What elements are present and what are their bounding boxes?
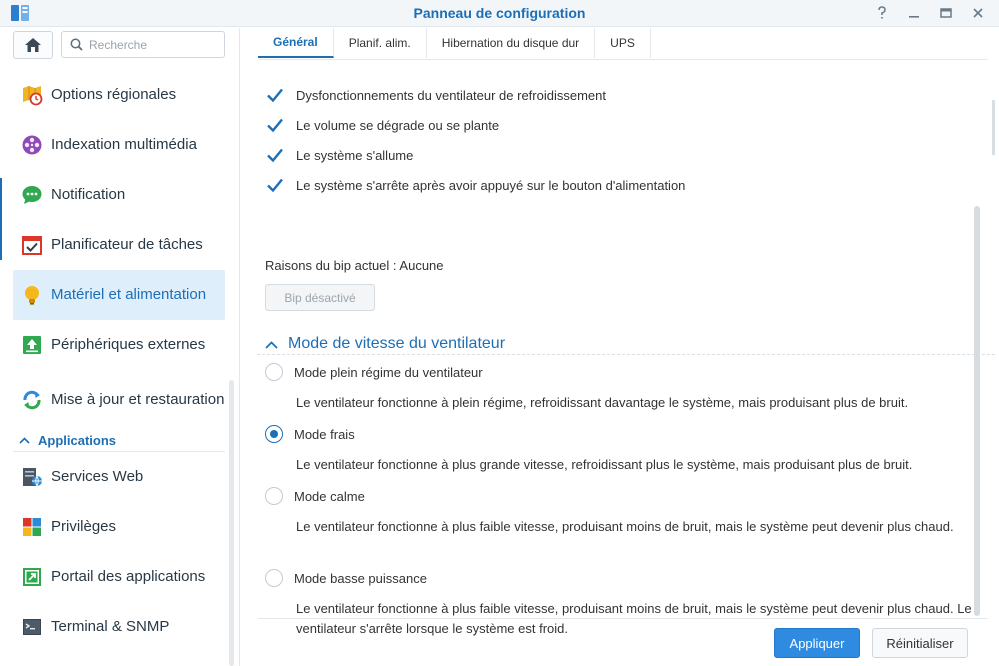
help-icon xyxy=(876,6,888,20)
home-icon xyxy=(24,37,42,53)
checkbox-checked-icon[interactable] xyxy=(265,115,285,135)
search-input[interactable] xyxy=(89,38,209,52)
fan-mode-radio-quiet[interactable] xyxy=(265,487,365,505)
checkbox-label: Le volume se dégrade ou se plante xyxy=(296,117,500,133)
checkbox-checked-icon[interactable] xyxy=(265,85,285,105)
checkbox-label: Dysfonctionnements du ventilateur de refroidissement xyxy=(296,87,606,103)
sidebar-scrollbar[interactable] xyxy=(229,380,234,666)
media-indexing-icon xyxy=(21,134,43,156)
sidebar-item-hardware-power[interactable] xyxy=(13,270,225,320)
tab-ups[interactable]: UPS xyxy=(595,28,651,58)
content-scrollbar[interactable] xyxy=(974,206,980,616)
privileges-icon xyxy=(21,516,43,538)
tab-hdd-hibernation[interactable]: Hibernation du disque dur xyxy=(427,28,595,58)
sidebar-item-label: Notification xyxy=(51,186,126,203)
chevron-up-icon xyxy=(19,435,30,447)
checkbox-label: Le système s'allume xyxy=(296,147,414,163)
beep-off-button[interactable]: Bip désactivé xyxy=(265,284,375,311)
sidebar-item-label: Planificateur de tâches xyxy=(51,236,203,253)
apply-button[interactable]: Appliquer xyxy=(774,628,860,658)
footer-divider xyxy=(258,618,988,619)
maximize-icon xyxy=(940,7,952,19)
web-services-icon xyxy=(21,466,43,488)
task-scheduler-icon xyxy=(21,234,43,256)
section-applications-label: Applications xyxy=(38,433,117,448)
radio-label: Mode calme xyxy=(294,488,365,504)
search-icon xyxy=(70,38,83,51)
notification-icon xyxy=(21,184,43,206)
home-button[interactable] xyxy=(13,31,53,59)
minimize-icon xyxy=(908,7,920,19)
title-bar xyxy=(0,0,999,27)
fan-mode-section-header[interactable] xyxy=(265,332,975,356)
beep-checkbox-row[interactable] xyxy=(265,170,985,200)
regional-options-icon xyxy=(21,84,43,106)
window-title: Panneau de configuration xyxy=(413,5,586,21)
fan-mode-radio-cool[interactable] xyxy=(265,425,355,443)
sidebar-item-app-portal[interactable] xyxy=(13,552,225,602)
sidebar-item-label: Mise à jour et restauration xyxy=(51,391,225,408)
close-icon xyxy=(972,7,984,19)
sidebar-item-label: Services Web xyxy=(51,468,144,485)
beep-checkbox-row[interactable] xyxy=(265,80,985,110)
radio-button-selected[interactable] xyxy=(265,425,283,443)
sidebar-item-label: Matériel et alimentation xyxy=(51,286,207,303)
sidebar-item-label: Privilèges xyxy=(51,518,117,535)
sidebar-item-update-restore[interactable] xyxy=(13,370,225,430)
fan-mode-description: Le ventilateur fonctionne à plus grande vitesse, refroidissant plus le système, mais produisant plus de bruit. xyxy=(296,457,913,472)
checkbox-label: Le système s'arrête après avoir appuyé sur le bouton d'alimentation xyxy=(296,177,686,193)
reset-button[interactable]: Réinitialiser xyxy=(872,628,968,658)
radio-label: Mode plein régime du ventilateur xyxy=(294,364,483,380)
tab-bar xyxy=(258,28,988,60)
hardware-power-icon xyxy=(21,284,43,306)
radio-label: Mode basse puissance xyxy=(294,570,427,586)
fan-mode-title: Mode de vitesse du ventilateur xyxy=(288,335,506,352)
maximize-button[interactable] xyxy=(937,4,955,22)
sidebar-item-label: Options régionales xyxy=(51,86,177,103)
fan-mode-description: Le ventilateur fonctionne à plus faible vitesse, produisant moins de bruit, mais le système peut devenir plus chaud. Le ventilateur s'arrête lorsque le système est froid. xyxy=(296,601,972,636)
section-applications[interactable] xyxy=(13,430,225,452)
sidebar-item-terminal-snmp[interactable] xyxy=(13,602,225,652)
sidebar-item-notification[interactable] xyxy=(13,170,225,220)
checkbox-checked-icon[interactable] xyxy=(265,175,285,195)
radio-label: Mode frais xyxy=(294,426,355,442)
beep-checkbox-row[interactable] xyxy=(265,140,985,170)
update-restore-icon xyxy=(21,389,43,411)
external-devices-icon xyxy=(21,334,43,356)
sidebar-item-label: Périphériques externes xyxy=(51,336,206,353)
section-divider xyxy=(257,354,995,355)
sidebar xyxy=(0,28,240,666)
sidebar-item-label: Portail des applications xyxy=(51,568,206,585)
radio-button[interactable] xyxy=(265,487,283,505)
sidebar-item-task-scheduler[interactable] xyxy=(13,220,225,270)
terminal-snmp-icon xyxy=(21,616,43,638)
tab-general[interactable]: Général xyxy=(258,28,334,58)
tab-power-schedule[interactable]: Planif. alim. xyxy=(334,28,427,58)
radio-button[interactable] xyxy=(265,363,283,381)
fan-mode-description: Le ventilateur fonctionne à plein régime, refroidissant davantage le système, mais produisant plus de bruit. xyxy=(296,395,909,410)
sidebar-item-privileges[interactable] xyxy=(13,502,225,552)
fan-mode-radio-full-speed[interactable] xyxy=(265,363,483,381)
help-button[interactable] xyxy=(873,4,891,22)
sidebar-item-label: Terminal & SNMP xyxy=(51,618,170,635)
chevron-up-icon xyxy=(265,337,278,352)
sidebar-item-media-indexing[interactable] xyxy=(13,120,225,170)
sidebar-list xyxy=(13,70,225,652)
minimize-button[interactable] xyxy=(905,4,923,22)
sidebar-item-regional-options[interactable] xyxy=(13,70,225,120)
beep-reason-text: Raisons du bip actuel : Aucune xyxy=(265,258,444,273)
main-panel xyxy=(241,28,999,666)
checkbox-checked-icon[interactable] xyxy=(265,145,285,165)
sidebar-item-web-services[interactable] xyxy=(13,452,225,502)
sidebar-edge-marker xyxy=(0,178,2,260)
close-button[interactable] xyxy=(969,4,987,22)
search-box[interactable] xyxy=(61,31,225,58)
radio-button[interactable] xyxy=(265,569,283,587)
fan-mode-description: Le ventilateur fonctionne à plus faible vitesse, produisant moins de bruit, mais le système peut devenir plus chaud. xyxy=(296,519,954,534)
sidebar-item-external-devices[interactable] xyxy=(13,320,225,370)
sidebar-item-label: Indexation multimédia xyxy=(51,136,197,153)
app-portal-icon xyxy=(21,566,43,588)
fan-mode-radio-low-power[interactable] xyxy=(265,569,427,587)
window-edge-scrollbar xyxy=(992,100,995,155)
general-content xyxy=(265,80,985,636)
beep-checkbox-row[interactable] xyxy=(265,110,985,140)
